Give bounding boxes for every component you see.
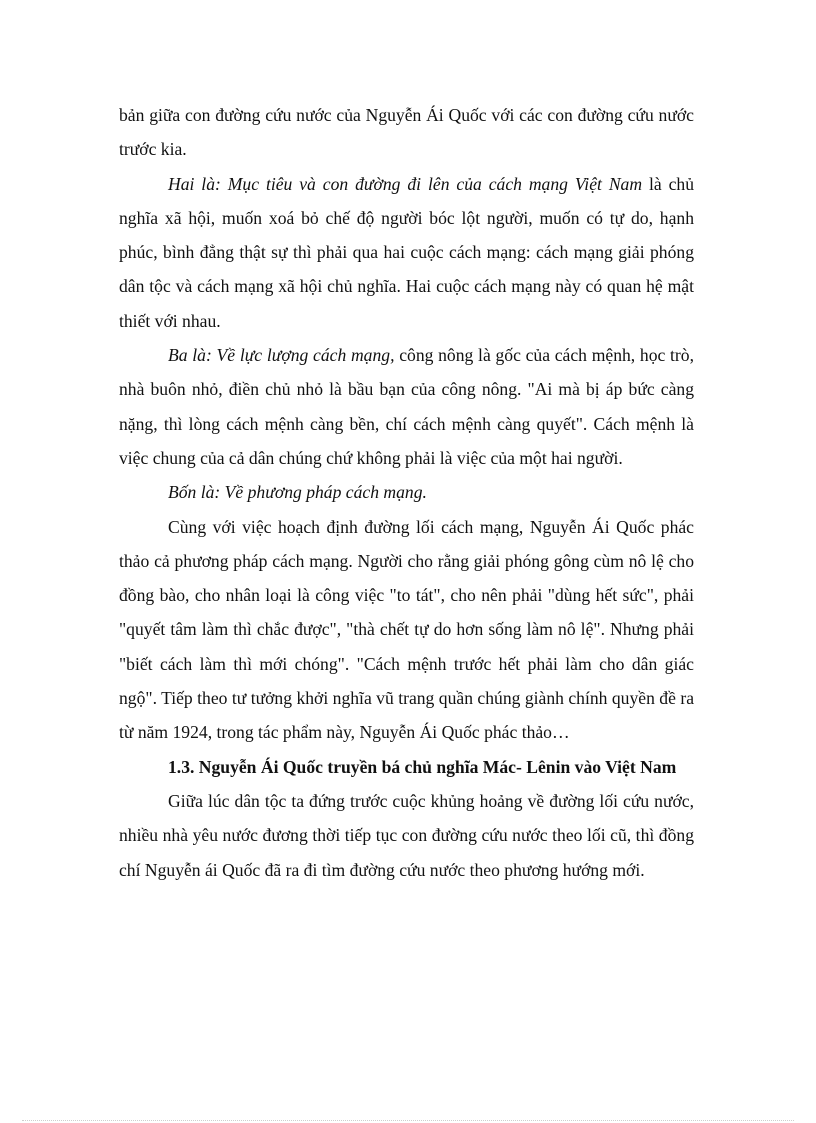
point-three-lead: Ba là: Về lực lượng cách mạng,	[168, 345, 395, 366]
paragraph-method: Cùng với việc hoạch định đường lối cách mạng, Nguyễn Ái Quốc phác thảo cả phương pháp cách mạng. Người cho rằng giải phóng gông cùm nô lệ cho đồng bào, cho nhân loại là công việc "to tát", cho nên phải "dùng hết sức", phải "quyết tâm làm thì chắc được", "thà chết tự do hơn sống làm nô lệ". Nhưng phải "biết cách làm thì mới chóng". "Cách mệnh trước hết phải làm cho dân giác ngộ". Tiếp theo tư tưởng khởi nghĩa vũ trang quần chúng giành chính quyền đề ra từ năm 1924, trong tác phẩm này, Nguyễn Ái Quốc phác thảo…	[119, 516, 694, 743]
paragraph-continuation: bản giữa con đường cứu nước của Nguyễn Ái Quốc với các con đường cứu nước trước kia.	[119, 105, 694, 160]
document-page	[119, 98, 694, 887]
paragraph-point-two	[119, 167, 694, 338]
point-three-body: công nông là gốc của cách mệnh, học trò, nhà buôn nhỏ, điền chủ nhỏ là bầu bạn của công nông. "Ai mà bị áp bức càng nặng, thì lòng cách mệnh càng bền, chí cách mệnh càng quyết". Cách mệnh là việc chung của cả dân chúng chứ không phải là việc của một hai người.	[119, 345, 694, 468]
point-two-lead: Hai là: Mục tiêu và con đường đi lên của cách mạng Việt Nam	[168, 173, 643, 194]
page-bottom-rule	[22, 1120, 794, 1121]
paragraph-point-three	[119, 338, 694, 475]
section-heading: 1.3. Nguyễn Ái Quốc truyền bá chủ nghĩa Mác- Lênin vào Việt Nam	[168, 756, 677, 777]
paragraph-section-intro: Giữa lúc dân tộc ta đứng trước cuộc khủng hoảng về đường lối cứu nước, nhiều nhà yêu nước đương thời tiếp tục con đường cứu nước theo lối cũ, thì đồng chí Nguyễn ái Quốc đã ra đi tìm đường cứu nước theo phương hướng mới.	[119, 790, 694, 880]
point-two-body: là chủ nghĩa xã hội, muốn xoá bỏ chế độ người bóc lột người, muốn có tự do, hạnh phúc, bình đẳng thật sự thì phải qua hai cuộc cách mạng: cách mạng giải phóng dân tộc và cách mạng xã hội chủ nghĩa. Hai cuộc cách mạng này có quan hệ mật thiết với nhau.	[119, 173, 694, 331]
paragraph-point-four: Bốn là: Về phương pháp cách mạng.	[168, 482, 427, 503]
